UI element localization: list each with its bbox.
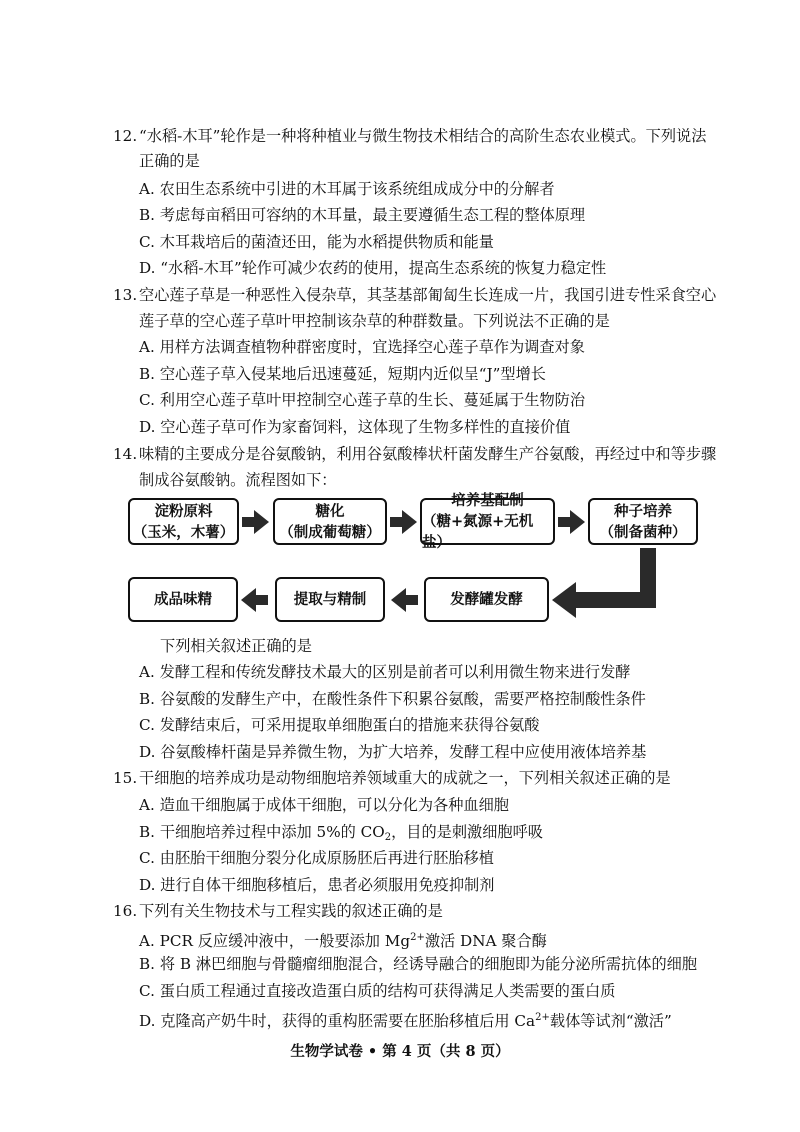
flow-step-raw-material: 淀粉原料 （玉米，木薯）	[128, 498, 239, 545]
right-arrow-icon	[242, 510, 270, 534]
left-arrow-icon	[241, 588, 269, 612]
option-b: B. 将 B 淋巴细胞与骨髓瘤细胞混合，经诱导融合的细胞即为能分泌所需抗体的细胞	[139, 955, 698, 973]
option-d: D. 空心莲子草可作为家畜饲料，这体现了生物多样性的直接价值	[139, 418, 571, 436]
option-a: A. 造血干细胞属于成体干细胞，可以分化为各种血细胞	[139, 796, 509, 814]
bent-arrow-icon	[552, 548, 660, 620]
option-b: B. 空心莲子草入侵某地后迅速蔓延，短期内近似呈“J”型增长	[139, 365, 546, 383]
option-d: D. 谷氨酸棒杆菌是异养微生物，为扩大培养，发酵工程中应使用液体培养基	[139, 743, 647, 761]
option-c: C. 木耳栽培后的菌渣还田，能为水稻提供物质和能量	[139, 233, 494, 251]
flow-step-seed-culture: 种子培养 （制备菌种）	[588, 498, 698, 545]
right-arrow-icon	[558, 510, 586, 534]
question-stem-line: “水稻-木耳”轮作是一种将种植业与微生物技术相结合的高阶生态农业模式。下列说法	[139, 127, 707, 145]
question-stem-line: 味精的主要成分是谷氨酸钠，利用谷氨酸棒状杆菌发酵生产谷氨酸，再经过中和等步骤	[139, 445, 717, 463]
question-stem-line: 正确的是	[139, 152, 200, 170]
right-arrow-icon	[390, 510, 418, 534]
option-d: D. 进行自体干细胞移植后，患者必须服用免疫抑制剂	[139, 876, 495, 894]
option-c: C. 蛋白质工程通过直接改造蛋白质的结构可获得满足人类需要的蛋白质	[139, 982, 616, 1000]
option-c: C. 由胚胎干细胞分裂分化成原肠胚后再进行胚胎移植	[139, 849, 494, 867]
question-stem-line: 下列有关生物技术与工程实践的叙述正确的是	[139, 902, 443, 920]
flow-step-saccharification: 糖化 （制成葡萄糖）	[273, 498, 387, 545]
option-a: A. 农田生态系统中引进的木耳属于该系统组成成分中的分解者	[139, 180, 555, 198]
question-number: 15.	[113, 769, 138, 787]
left-arrow-icon	[391, 588, 419, 612]
option-a: A. 用样方法调查植物种群密度时，宜选择空心莲子草作为调查对象	[139, 338, 585, 356]
question-number: 14.	[113, 445, 138, 463]
question-stem-line: 制成谷氨酸钠。流程图如下：	[139, 471, 337, 489]
question-prompt: 下列相关叙述正确的是	[160, 637, 312, 655]
option-d: D. “水稻-木耳”轮作可减少农药的使用，提高生态系统的恢复力稳定性	[139, 259, 607, 277]
page-footer: 生物学试卷 • 第 4 页（共 8 页）	[290, 1043, 510, 1060]
question-number: 12.	[113, 127, 138, 145]
option-a: A. PCR 反应缓冲液中，一般要添加 $Mg^{2+}$激活 DNA 聚合酶	[139, 932, 547, 950]
question-stem-line: 干细胞的培养成功是动物细胞培养领域重大的成就之一，下列相关叙述正确的是	[139, 769, 671, 787]
question-stem-line: 莲子草的空心莲子草叶甲控制该杂草的种群数量。下列说法不正确的是	[139, 312, 610, 330]
option-c: C. 利用空心莲子草叶甲控制空心莲子草的生长、蔓延属于生物防治	[139, 391, 585, 409]
option-b: B. 考虑每亩稻田可容纳的木耳量，最主要遵循生态工程的整体原理	[139, 206, 586, 224]
question-number: 13.	[113, 286, 138, 304]
flow-step-final-product: 成品味精	[128, 577, 238, 622]
option-d: D. 克隆高产奶牛时，获得的重构胚需要在胚胎移植后用 $Ca^{2+}$载体等试剂“激活”	[139, 1012, 672, 1030]
option-c: C. 发酵结束后，可采用提取单细胞蛋白的措施来获得谷氨酸	[139, 716, 540, 734]
question-stem-line: 空心莲子草是一种恶性入侵杂草，其茎基部匍匐生长连成一片，我国引进专性采食空心	[139, 286, 717, 304]
option-a: A. 发酵工程和传统发酵技术最大的区别是前者可以利用微生物来进行发酵	[139, 663, 631, 681]
question-number: 16.	[113, 902, 138, 920]
flow-step-extraction: 提取与精制	[275, 577, 385, 622]
option-b: B. 谷氨酸的发酵生产中，在酸性条件下积累谷氨酸，需要严格控制酸性条件	[139, 690, 646, 708]
option-b: B. 干细胞培养过程中添加 5%的 $CO_2$，目的是刺激细胞呼吸	[139, 823, 543, 843]
flow-step-fermentation: 发酵罐发酵	[424, 577, 549, 622]
flow-step-medium-prep: 培养基配制 （糖+氮源+无机盐）	[420, 498, 555, 545]
